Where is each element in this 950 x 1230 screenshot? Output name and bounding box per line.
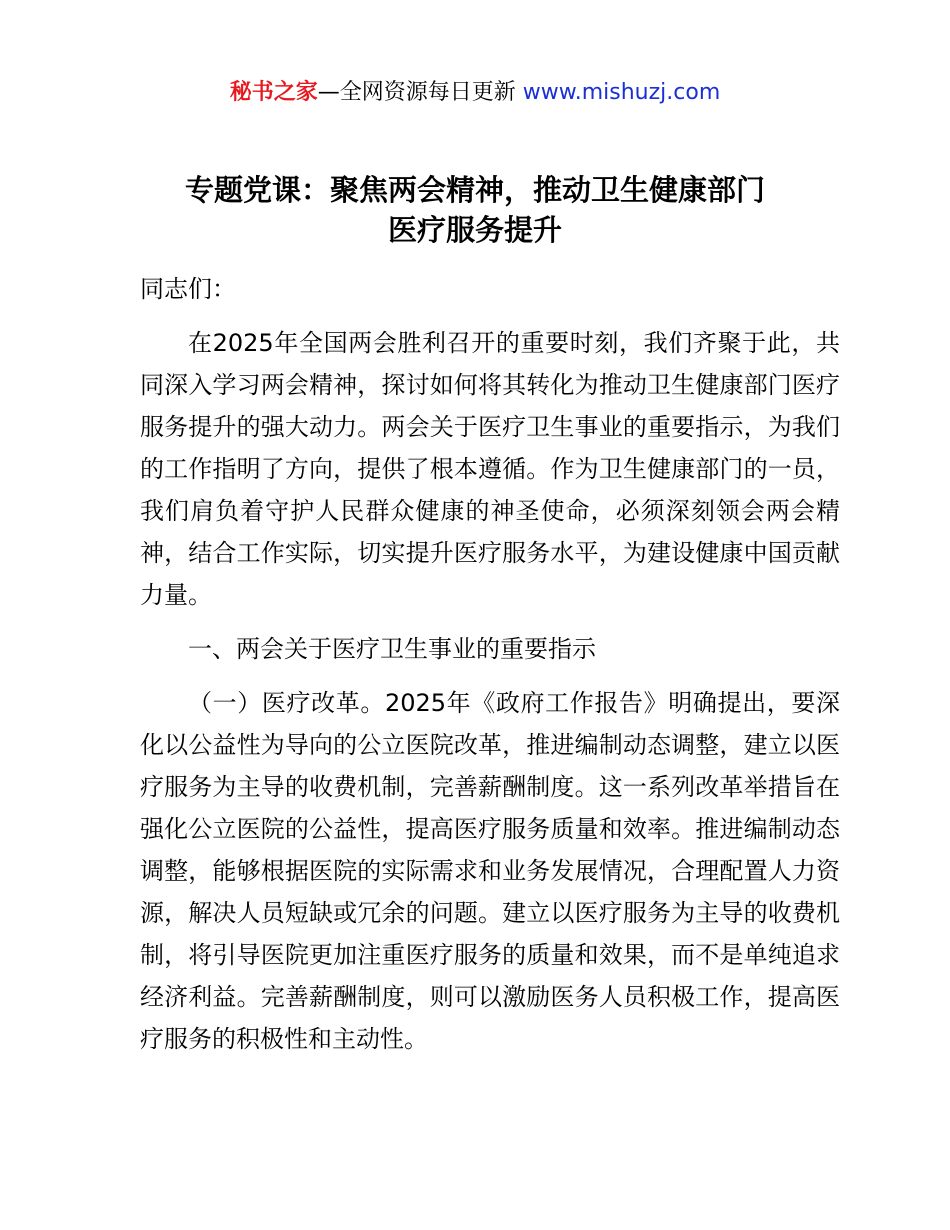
site-header <box>0 78 950 108</box>
document-body <box>140 268 840 1060</box>
title-line-1: 专题党课：聚焦两会精神，推动卫生健康部门 <box>184 173 765 207</box>
paragraph-intro: 在2025年全国两会胜利召开的重要时刻，我们齐聚于此，共同深入学习两会精神，探讨如何将其转化为推动卫生健康部门医疗服务提升的强大动力。两会关于医疗卫生事业的重要指示，为我们的工作指明了方向，提供了根本遵循。作为卫生健康部门的一员，我们肩负着守护人民群众健康的神圣使命，必须深刻领会两会精神，结合工作实际，切实提升医疗服务水平，为建设健康中国贡献力量。 <box>140 329 840 609</box>
document-title <box>100 170 850 250</box>
header-tagline: —全网资源每日更新 <box>317 80 516 105</box>
site-url-link[interactable]: www.mishuzj.com <box>522 80 721 105</box>
brand-name: 秘书之家 <box>229 80 318 105</box>
paragraph-medical-reform: （一）医疗改革。2025年《政府工作报告》明确提出，要深化以公益性为导向的公立医院改革，推进编制动态调整，建立以医疗服务为主导的收费机制，完善薪酬制度。这一系列改革举措旨在强化公立医院的公益性，提高医疗服务质量和效率。推进编制动态调整，能够根据医院的实际需求和业务发展情况，合理配置人力资源，解决人员短缺或冗余的问题。建立以医疗服务为主导的收费机制，将引导医院更加注重医疗服务的质量和效果，而不是单纯追求经济利益。完善薪酬制度，则可以激励医务人员积极工作，提高医疗服务的积极性和主动性。 <box>140 689 840 1053</box>
title-line-2: 医疗服务提升 <box>387 213 562 247</box>
greeting: 同志们： <box>140 275 236 303</box>
section-heading: 一、两会关于医疗卫生事业的重要指示 <box>188 635 596 663</box>
